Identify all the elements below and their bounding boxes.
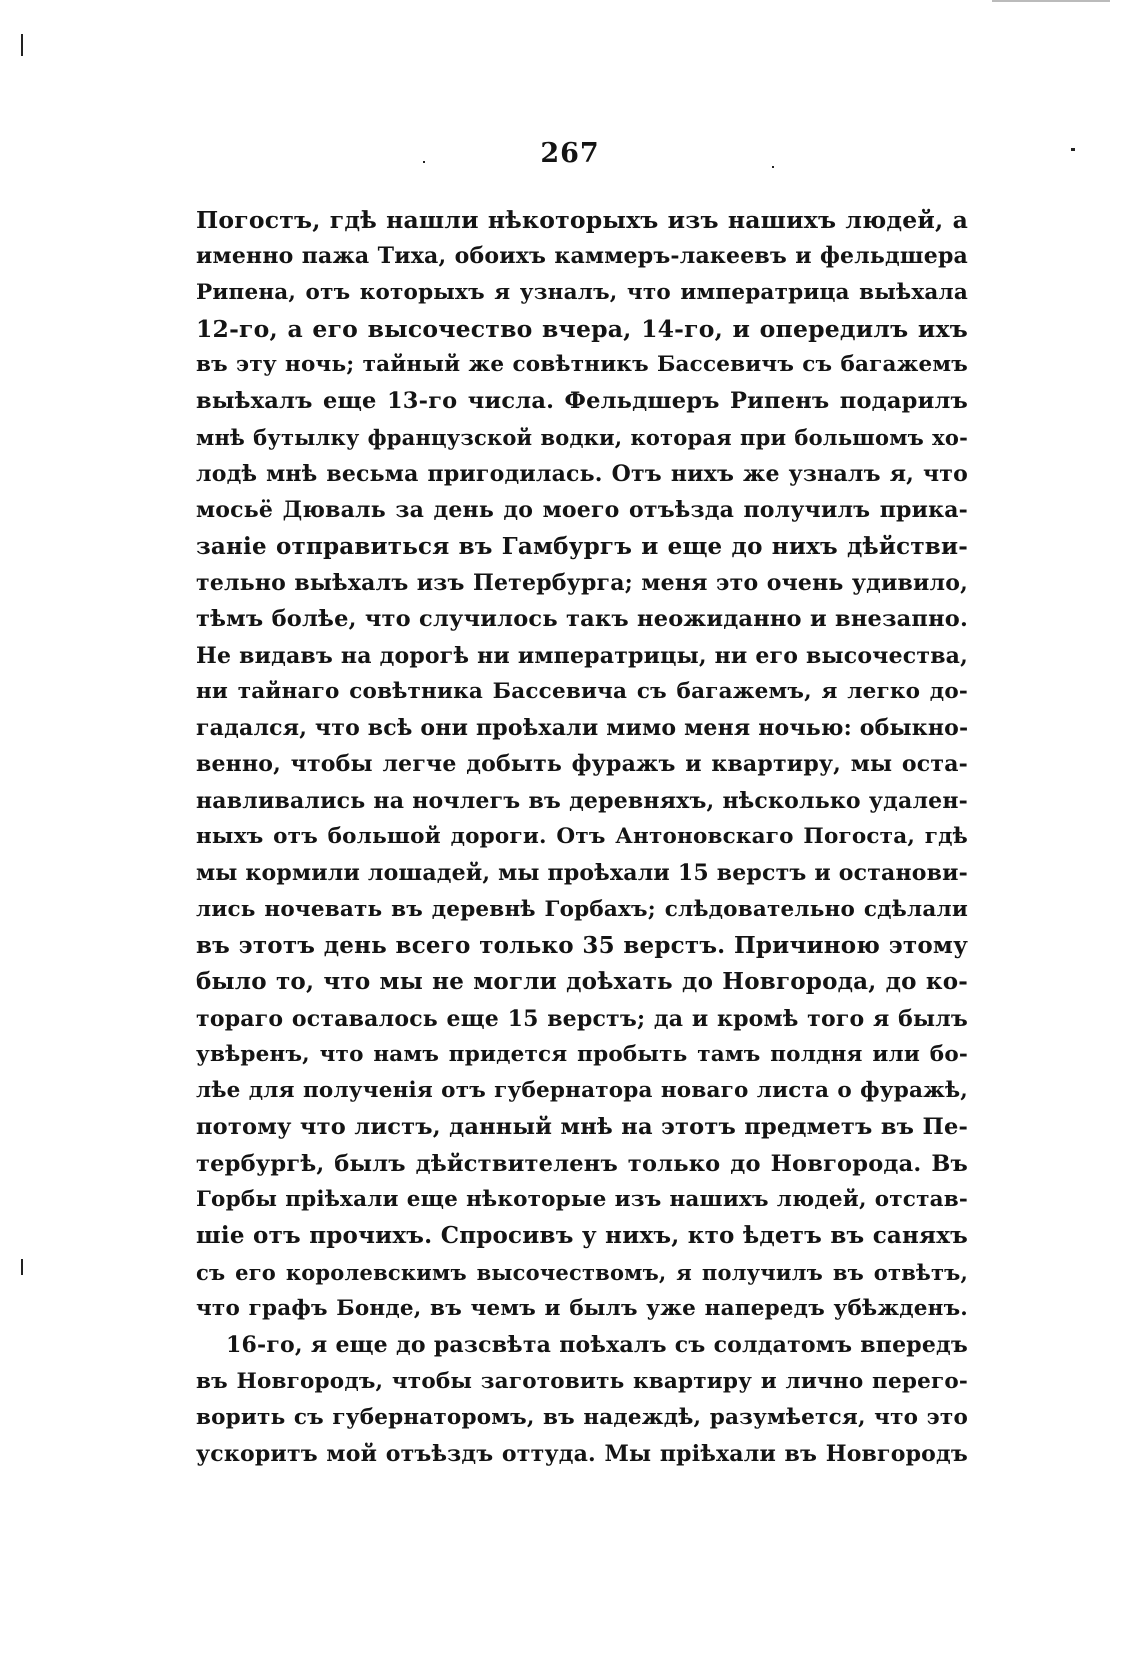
text-line: съ его королевскимъ высочествомъ, я получилъ въ отвѣтъ, [196, 1259, 968, 1285]
text-line: въ Новгородъ, чтобы заготовить квартиру и лично перего- [196, 1368, 968, 1394]
text-line: выѣхалъ еще 13-го числа. Фельдшеръ Рипенъ подарилъ [196, 388, 968, 415]
text-line: тельно выѣхалъ изъ Петербурга; меня это очень удивило, [196, 569, 968, 596]
text-line: лись ночевать въ деревнѣ Горбахъ; слѣдовательно сдѣлали [196, 896, 968, 922]
text-line: лѣе для полученія отъ губернатора новаго листа о фуражѣ, [196, 1078, 968, 1104]
text-line: ныхъ отъ большой дороги. Отъ Антоновскаго Погоста, гдѣ [196, 824, 968, 850]
text-line: 12-го, а его высочество вчера, 14-го, и опередилъ ихъ [196, 314, 968, 343]
text-line: тораго оставалось еще 15 верстъ; да и кромѣ того я былъ [196, 1005, 968, 1032]
text-line: мы кормили лошадей, мы проѣхали 15 верстъ и останови- [196, 860, 968, 887]
text-line: увѣренъ, что намъ придется пробыть тамъ полдня или бо- [196, 1041, 968, 1067]
text-line: въ этотъ день всего только 35 верстъ. Причиною этому [196, 931, 968, 959]
text-line: тѣмъ болѣе, что случилось такъ неожиданно и внезапно. [196, 606, 968, 633]
text-line: гадался, что всѣ они проѣхали мимо меня ночью: обыкно- [196, 715, 969, 742]
scan-edge-mark [992, 0, 1110, 2]
text-line: ворить съ губернаторомъ, въ надеждѣ, разумѣется, что это [196, 1404, 968, 1430]
text-line: потому что листъ, данный мнѣ на этотъ предметъ въ Пе- [196, 1114, 968, 1141]
text-line: Погостъ, гдѣ нашли нѣкоторыхъ изъ нашихъ людей, а [196, 206, 968, 234]
text-line: шіе отъ прочихъ. Спросивъ у нихъ, кто ѣдетъ въ саняхъ [196, 1222, 968, 1250]
text-line: именно пажа Тиха, обоихъ каммеръ-лакеевъ и фельдшера [196, 243, 968, 270]
text-line: лодѣ мнѣ весьма пригодилась. Отъ нихъ же узналъ я, что [196, 461, 968, 488]
margin-mark-bottom [21, 1259, 23, 1275]
text-line: ни тайнаго совѣтника Бассевича съ багажемъ, я легко до- [196, 678, 968, 704]
body-text [196, 202, 968, 1472]
text-line: навливались на ночлегъ въ деревняхъ, нѣсколько удален- [196, 787, 968, 814]
text-line: Горбы пріѣхали еще нѣкоторые изъ нашихъ людей, отстав- [196, 1187, 968, 1213]
margin-mark-top [21, 34, 23, 56]
text-line: мосьё Дюваль за день до моего отъѣзда получилъ прика- [196, 497, 968, 524]
text-line: въ эту ночь; тайный же совѣтникъ Бассевичъ съ багажемъ [196, 352, 968, 378]
text-line: мнѣ бутылку французской водки, которая при большомъ хо- [196, 424, 968, 450]
text-line: венно, чтобы легче добыть фуражъ и квартиру, мы оста- [196, 751, 968, 778]
text-line: Не видавъ на дорогѣ ни императрицы, ни его высочества, [196, 642, 968, 669]
page-number: 267 [540, 138, 600, 169]
text-line: что графъ Бонде, въ чемъ и былъ уже напередъ убѣжденъ. [196, 1295, 968, 1321]
text-line: 16-го, я еще до разсвѣта поѣхалъ съ солдатомъ впередъ [226, 1332, 968, 1359]
text-line: заніе отправиться въ Гамбургъ и еще до нихъ дѣйстви- [196, 532, 968, 560]
text-line: было то, что мы не могли доѣхать до Новгорода, до ко- [196, 968, 968, 996]
text-line: ускоритъ мой отъѣздъ оттуда. Мы пріѣхали въ Новгородъ [196, 1441, 968, 1468]
text-line: Рипена, отъ которыхъ я узналъ, что императрица выѣхала [196, 279, 968, 305]
text-line: тербургѣ, былъ дѣйствителенъ только до Новгорода. Въ [196, 1150, 968, 1177]
